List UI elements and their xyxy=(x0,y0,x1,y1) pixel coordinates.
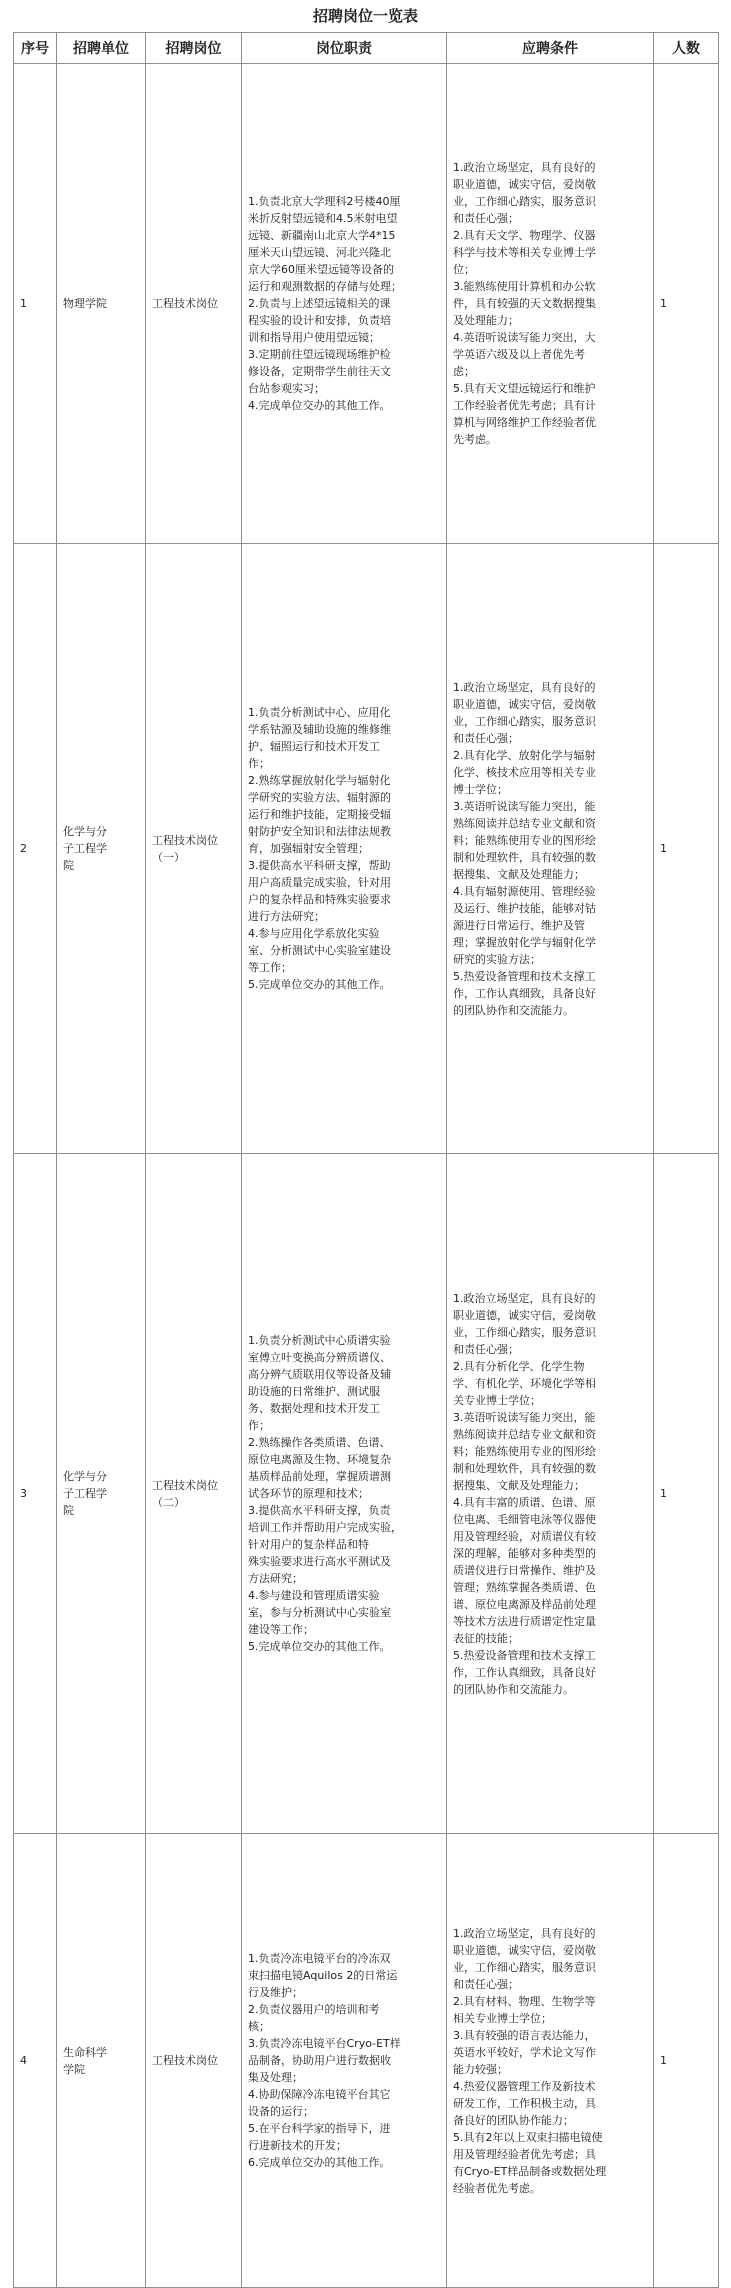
row-number xyxy=(14,1154,57,1834)
duty-line: 6.完成单位交办的其他工作。 xyxy=(248,2156,391,2169)
headcount xyxy=(654,1154,719,1834)
position-requirements xyxy=(447,64,654,544)
requirement-line: 用及管理经验者优先考虑；具 xyxy=(453,2147,596,2161)
requirement-line: 质谱仪进行日常操作、维护及 xyxy=(453,1563,596,1577)
duty-line: 用户高质量完成实验，针对用 xyxy=(248,876,391,889)
header-no: 序号 xyxy=(14,33,57,64)
duty-line: 1.负责分析测试中心质谱实验 xyxy=(248,1334,391,1347)
requirement-line: 作，工作认真细致，具备良好 xyxy=(453,1665,596,1679)
position-name xyxy=(146,1154,242,1834)
duty-line: 务、数据处理和技术开发工 xyxy=(248,1402,380,1415)
requirement-line: 作，工作认真细致，具备良好 xyxy=(453,986,596,1000)
duty-line: 室傅立叶变换高分辨质谱仪、 xyxy=(248,1351,391,1364)
row-number xyxy=(14,1834,57,2288)
duty-line: 作； xyxy=(248,757,270,770)
unit-line: 化学与分 xyxy=(63,825,107,838)
duty-line: 试各环节的原理和技术； xyxy=(248,1487,369,1500)
unit-line: 学院 xyxy=(63,2062,85,2076)
requirement-line: 4.热爱仪器管理工作及新技术 xyxy=(453,2079,596,2093)
duty-line: 1.负责冷冻电镜平台的冷冻双 xyxy=(248,1952,391,1965)
unit-line: 院 xyxy=(63,1504,74,1517)
requirement-line: 和责任心强； xyxy=(453,731,519,745)
row-number-text: 1 xyxy=(20,297,27,310)
row-number xyxy=(14,64,57,544)
duty-line: 远镜、新疆南山北京大学4*15 xyxy=(248,229,396,242)
requirement-line: 4.英语听说读写能力突出，大 xyxy=(453,331,596,344)
requirement-line: 职业道德，诚实守信，爱岗敬 xyxy=(453,178,596,191)
duty-line: 原位电离源及生物、环境复杂 xyxy=(248,1453,391,1466)
requirement-line: 件，具有较强的天文数据搜集 xyxy=(453,297,596,310)
requirement-line: 备良好的团队协作能力； xyxy=(453,2113,574,2127)
duty-line: 射防护安全知识和法律法规教 xyxy=(248,825,391,838)
requirement-line: 5.热爱设备管理和技术支撑工 xyxy=(453,969,596,983)
headcount xyxy=(654,1834,719,2288)
requirement-line: 学、有机化学、环境化学等相 xyxy=(453,1376,596,1390)
position-line: 工程技术岗位 xyxy=(152,833,218,847)
duty-line: 等工作； xyxy=(248,961,292,974)
duty-line: 室、分析测试中心实验室建设 xyxy=(248,944,391,957)
duty-line: 4.协助保障冷冻电镜平台其它 xyxy=(248,2088,391,2101)
position-line: 工程技术岗位 xyxy=(152,2054,218,2067)
duty-line: 3.负责冷冻电镜平台Cryo-ET样 xyxy=(248,2037,401,2050)
recruiting-unit xyxy=(57,544,146,1154)
duty-line: 作； xyxy=(248,1419,270,1432)
duty-line: 2.熟练操作各类质谱、色谱、 xyxy=(248,1436,391,1449)
table-row xyxy=(14,544,719,1154)
duty-line: 基质样品前处理，掌握质谱测 xyxy=(248,1470,391,1483)
requirement-line: 业，工作细心踏实，服务意识 xyxy=(453,714,596,728)
requirement-line: 源进行日常运行、维护及管 xyxy=(453,918,585,932)
requirement-line: 研究的实验方法； xyxy=(453,952,541,966)
position-line: （二） xyxy=(152,1495,185,1509)
requirement-line: 职业道德，诚实守信，爱岗敬 xyxy=(453,1308,596,1322)
duty-line: 针对用户的复杂样品和特 xyxy=(248,1538,369,1551)
duty-line: 3.提供高水平科研支撑，帮助 xyxy=(248,859,391,872)
requirement-line: 4.具有丰富的质谱、色谱、原 xyxy=(453,1495,596,1509)
duty-line: 束扫描电镜Aquilos 2的日常运 xyxy=(248,1969,398,1982)
requirement-line: 4.具有辐射源使用、管理经验 xyxy=(453,884,596,898)
duty-line: 育，加强辐射安全管理； xyxy=(248,842,369,855)
duty-line: 5.在平台科学家的指导下，进 xyxy=(248,2122,391,2135)
requirement-line: 业，工作细心踏实，服务意识 xyxy=(453,1960,596,1974)
requirement-line: 熟练阅读并总结专业文献和资 xyxy=(453,816,596,830)
duty-line: 行进新技术的开发； xyxy=(248,2139,347,2152)
requirement-line: 用及管理经验，对质谱仪有较 xyxy=(453,1529,596,1543)
duty-line: 建设等工作； xyxy=(248,1623,314,1636)
row-number-text: 2 xyxy=(20,842,27,855)
requirement-line: 相关专业博士学位； xyxy=(453,2011,552,2025)
requirement-line: 理；掌握放射化学与辐射化学 xyxy=(453,935,596,949)
position-duties xyxy=(242,1834,447,2288)
requirement-line: 职业道德，诚实守信，爱岗敬 xyxy=(453,1943,596,1957)
duty-line: 设备的运行； xyxy=(248,2105,314,2118)
position-line: 工程技术岗位 xyxy=(152,1478,218,1492)
position-requirements xyxy=(447,544,654,1154)
headcount xyxy=(654,64,719,544)
position-name xyxy=(146,1834,242,2288)
requirement-line: 制和处理软件，具有较强的数 xyxy=(453,1461,596,1475)
duty-line: 3.提供高水平科研支撑，负责 xyxy=(248,1504,391,1517)
header-count: 人数 xyxy=(654,33,719,64)
requirement-line: 深的理解，能够对多种类型的 xyxy=(453,1546,596,1560)
duty-line: 进行方法研究； xyxy=(248,910,325,923)
requirement-line: 3.英语听说读写能力突出，能 xyxy=(453,1410,596,1424)
duty-line: 护、辐照运行和技术开发工 xyxy=(248,740,380,753)
requirement-line: 3.能熟练使用计算机和办公软 xyxy=(453,280,596,293)
requirement-line: 能力较强； xyxy=(453,2062,508,2076)
requirement-line: 科学与技术等相关专业博士学 xyxy=(453,246,596,259)
requirement-line: 职业道德，诚实守信，爱岗敬 xyxy=(453,697,596,711)
header-duties: 岗位职责 xyxy=(242,33,447,64)
requirement-line: 的团队协作和交流能力。 xyxy=(453,1682,574,1696)
requirement-line: 熟练阅读并总结专业文献和资 xyxy=(453,1427,596,1441)
position-name xyxy=(146,64,242,544)
requirement-line: 2.具有化学、放射化学与辐射 xyxy=(453,748,596,762)
table-row xyxy=(14,64,719,544)
requirement-line: 1.政治立场坚定，具有良好的 xyxy=(453,1291,596,1305)
requirement-line: 业，工作细心踏实，服务意识 xyxy=(453,195,596,208)
unit-line: 化学与分 xyxy=(63,1470,107,1483)
unit-line: 子工程学 xyxy=(63,842,107,855)
table-row xyxy=(14,1834,719,2288)
duty-line: 运行和观测数据的存储与处理； xyxy=(248,280,402,293)
requirement-line: 1.政治立场坚定，具有良好的 xyxy=(453,1926,596,1940)
header-requirements: 应聘条件 xyxy=(447,33,654,64)
duty-line: 核； xyxy=(248,2020,270,2033)
page-title: 招聘岗位一览表 xyxy=(312,7,418,25)
duty-line: 1.负责分析测试中心、应用化 xyxy=(248,706,391,719)
requirement-line: 有Cryo-ET样品制备或数据处理 xyxy=(453,2164,607,2178)
requirement-line: 1.政治立场坚定，具有良好的 xyxy=(453,680,596,694)
requirement-line: 虑； xyxy=(453,365,475,378)
requirement-line: 学英语六级及以上者优先考 xyxy=(453,348,585,361)
requirement-line: 表征的技能； xyxy=(453,1631,519,1645)
requirement-line: 2.具有天文学、物理学、仪器 xyxy=(453,229,596,242)
requirement-line: 5.具有天文望远镜运行和维护 xyxy=(453,382,596,395)
requirement-line: 3.英语听说读写能力突出，能 xyxy=(453,799,596,813)
duty-line: 5.完成单位交办的其他工作。 xyxy=(248,1640,391,1653)
headcount-text: 1 xyxy=(660,1487,667,1500)
requirement-line: 研发工作，工作积极主动，具 xyxy=(453,2096,596,2110)
row-number-text: 3 xyxy=(20,1487,27,1500)
requirement-line: 关专业博士学位； xyxy=(453,1393,541,1407)
requirement-line: 位； xyxy=(453,263,475,276)
requirement-line: 英语水平较好，学术论文写作 xyxy=(453,2045,596,2059)
unit-line: 子工程学 xyxy=(63,1487,107,1500)
unit-line: 院 xyxy=(63,859,74,872)
duty-line: 程实验的设计和安排，负责培 xyxy=(248,314,391,327)
duty-line: 训和指导用户使用望远镜； xyxy=(248,331,380,344)
requirement-line: 和责任心强； xyxy=(453,1342,519,1356)
requirement-line: 及处理能力； xyxy=(453,314,519,327)
row-number xyxy=(14,544,57,1154)
duty-line: 台站参观实习； xyxy=(248,382,325,395)
requirement-line: 管理；熟练掌握各类质谱、色 xyxy=(453,1580,596,1594)
duty-line: 户的复杂样品和特殊实验要求 xyxy=(248,893,391,906)
duty-line: 运行和维护技能，定期接受辐 xyxy=(248,808,391,821)
duty-line: 厘米天山望远镜、河北兴隆北 xyxy=(248,246,391,259)
position-line: 工程技术岗位 xyxy=(152,297,218,310)
recruiting-unit xyxy=(57,64,146,544)
duty-line: 4.参与建设和管理质谱实验 xyxy=(248,1589,380,1602)
requirement-line: 博士学位； xyxy=(453,782,508,796)
recruitment-table xyxy=(13,32,719,2288)
position-duties xyxy=(242,64,447,544)
requirement-line: 及运行、维护技能，能够对钴 xyxy=(453,901,596,915)
requirement-line: 的团队协作和交流能力。 xyxy=(453,1003,574,1017)
headcount-text: 1 xyxy=(660,297,667,310)
recruiting-unit xyxy=(57,1834,146,2288)
requirement-line: 算机与网络维护工作经验者优 xyxy=(453,416,596,429)
duty-line: 1.负责北京大学理科2号楼40厘 xyxy=(248,195,401,208)
requirement-line: 料；能熟练使用专业的图形绘 xyxy=(453,1444,596,1458)
headcount-text: 1 xyxy=(660,2054,667,2067)
duty-line: 2.负责仪器用户的培训和考 xyxy=(248,2003,380,2016)
duty-line: 高分辨气质联用仪等设备及辅 xyxy=(248,1368,391,1381)
unit-line: 物理学院 xyxy=(63,297,107,310)
position-line: （一） xyxy=(152,850,185,864)
duty-line: 学研究的实验方法、辐射源的 xyxy=(248,791,391,804)
duty-line: 3.定期前往望远镜现场维护检 xyxy=(248,348,391,361)
requirement-line: 据搜集、文献及处理能力； xyxy=(453,867,585,881)
duty-line: 行及维护； xyxy=(248,1986,303,1999)
requirement-line: 制和处理软件，具有较强的数 xyxy=(453,850,596,864)
requirement-line: 据搜集、文献及处理能力； xyxy=(453,1478,585,1492)
requirement-line: 和责任心强； xyxy=(453,1977,519,1991)
duty-line: 培训工作并帮助用户完成实验， xyxy=(248,1521,402,1534)
requirement-line: 位电离、毛细管电泳等仪器使 xyxy=(453,1512,596,1526)
duty-line: 4.参与应用化学系放化实验 xyxy=(248,927,380,940)
duty-line: 集及处理； xyxy=(248,2071,303,2084)
recruiting-unit xyxy=(57,1154,146,1834)
table-header-row xyxy=(14,33,719,64)
duty-line: 京大学60厘米望远镜等设备的 xyxy=(248,263,394,276)
headcount-text: 1 xyxy=(660,842,667,855)
requirement-line: 等技术方法进行质谱定性定量 xyxy=(453,1614,596,1628)
requirement-line: 5.具有2年以上双束扫描电镜使 xyxy=(453,2130,603,2144)
duty-line: 5.完成单位交办的其他工作。 xyxy=(248,978,391,991)
requirement-line: 2.具有材料、物理、生物学等 xyxy=(453,1994,596,2008)
requirement-line: 1.政治立场坚定，具有良好的 xyxy=(453,161,596,174)
duty-line: 室，参与分析测试中心实验室 xyxy=(248,1606,391,1619)
duty-line: 2.负责与上述望远镜相关的课 xyxy=(248,297,391,310)
position-name xyxy=(146,544,242,1154)
requirement-line: 和责任心强； xyxy=(453,212,519,225)
row-number-text: 4 xyxy=(20,2054,27,2067)
duty-line: 助设施的日常维护、测试服 xyxy=(248,1385,380,1398)
requirement-line: 工作经验者优先考虑；具有计 xyxy=(453,399,596,412)
unit-line: 生命科学 xyxy=(63,2045,107,2059)
position-requirements xyxy=(447,1834,654,2288)
position-duties xyxy=(242,1154,447,1834)
header-unit: 招聘单位 xyxy=(57,33,146,64)
table-row xyxy=(14,1154,719,1834)
requirement-line: 3.具有较强的语言表达能力， xyxy=(453,2028,596,2042)
duty-line: 品制备，协助用户进行数据收 xyxy=(248,2054,391,2067)
duty-line: 2.熟练掌握放射化学与辐射化 xyxy=(248,774,391,787)
requirement-line: 化学、核技术应用等相关专业 xyxy=(453,765,596,779)
duty-line: 米折反射望远镜和4.5米射电望 xyxy=(248,212,398,225)
header-post: 招聘岗位 xyxy=(146,33,242,64)
duty-line: 4.完成单位交办的其他工作。 xyxy=(248,399,391,412)
duty-line: 方法研究； xyxy=(248,1572,303,1585)
position-requirements xyxy=(447,1154,654,1834)
duty-line: 学系钴源及辅助设施的维修维 xyxy=(248,723,391,736)
duty-line: 修设备，定期带学生前往天文 xyxy=(248,365,391,378)
duty-line: 殊实验要求进行高水平测试及 xyxy=(248,1555,391,1568)
requirement-line: 先考虑。 xyxy=(453,433,497,446)
requirement-line: 2.具有分析化学、化学生物 xyxy=(453,1359,585,1373)
position-duties xyxy=(242,544,447,1154)
requirement-line: 业，工作细心踏实，服务意识 xyxy=(453,1325,596,1339)
headcount xyxy=(654,544,719,1154)
requirement-line: 料；能熟练使用专业的图形绘 xyxy=(453,833,596,847)
requirement-line: 经验者优先考虑。 xyxy=(453,2181,541,2195)
requirement-line: 5.热爱设备管理和技术支撑工 xyxy=(453,1648,596,1662)
requirement-line: 谱、原位电离源及样品前处理 xyxy=(453,1597,596,1611)
